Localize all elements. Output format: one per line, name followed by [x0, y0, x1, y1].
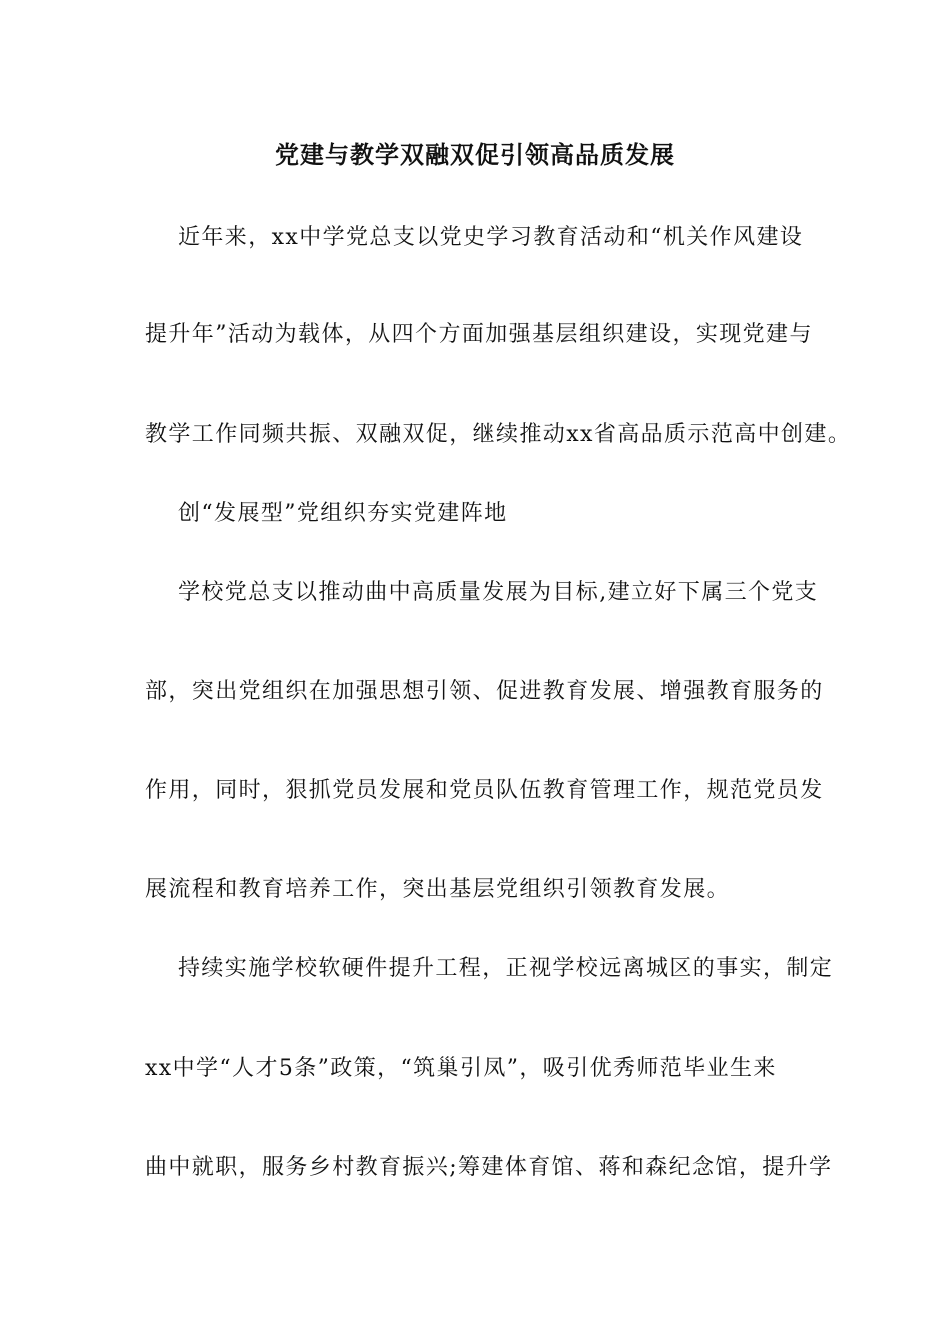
paragraph-2-line-3: 作用，同时，狠抓党员发展和党员队伍教育管理工作，规范党员发	[145, 778, 824, 803]
document-title: 党建与教学双融双促引领高品质发展	[275, 140, 675, 169]
paragraph-2-line-1: 学校党总支以推动曲中高质量发展为目标,建立好下属三个党支	[178, 580, 819, 605]
paragraph-3-line-1: 持续实施学校软硬件提升工程，正视学校远离城区的事实，制定	[178, 956, 834, 981]
section-heading: 创“发展型”党组织夯实党建阵地	[178, 501, 508, 526]
paragraph-1-line-1: 近年来，xx中学党总支以党史学习教育活动和“机关作风建设	[178, 225, 804, 250]
paragraph-3-line-2: xx中学“人才5条”政策，“筑巢引凤”，吸引优秀师范毕业生来	[145, 1056, 777, 1081]
paragraph-1-line-3: 教学工作同频共振、双融双促，继续推动xx省高品质示范高中创建。	[145, 422, 852, 447]
paragraph-1-line-2: 提升年”活动为载体，从四个方面加强基层组织建设，实现党建与	[145, 322, 813, 347]
paragraph-2-line-4: 展流程和教育培养工作，突出基层党组织引领教育发展。	[145, 877, 731, 902]
paragraph-2-line-2: 部，突出党组织在加强思想引领、促进教育发展、增强教育服务的	[145, 679, 824, 704]
paragraph-3-line-3: 曲中就职，服务乡村教育振兴;筹建体育馆、蒋和森纪念馆，提升学	[145, 1155, 833, 1180]
